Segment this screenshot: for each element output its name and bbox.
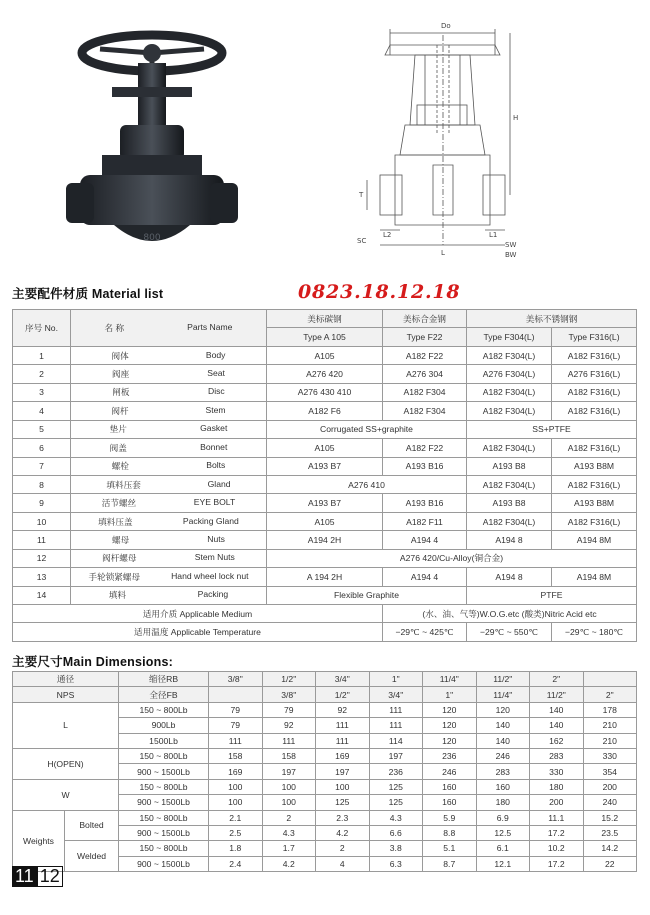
dimension-value: 125 bbox=[316, 795, 370, 810]
part-number: 2 bbox=[13, 365, 71, 383]
part-name-cn: 垫片 bbox=[109, 424, 127, 435]
part-name-cn: 活节螺丝 bbox=[101, 498, 137, 509]
weight-value: 1.8 bbox=[209, 841, 263, 856]
current-page-number: 11 bbox=[12, 866, 37, 887]
svg-text:SC: SC bbox=[357, 237, 367, 245]
material-alloy: A194 4 bbox=[383, 531, 467, 549]
dimension-value: 160 bbox=[423, 795, 477, 810]
weight-value: 8.7 bbox=[423, 856, 477, 871]
reduced-bore-size: 1" bbox=[369, 672, 423, 687]
material-carbon-alloy: Corrugated SS+graphite bbox=[267, 420, 467, 438]
weight-value: 6.9 bbox=[476, 810, 530, 825]
dimension-value: 178 bbox=[583, 702, 637, 717]
material-all: A276 420/Cu-Alloy(铜合金) bbox=[267, 549, 637, 567]
weight-value: 22 bbox=[583, 856, 637, 871]
material-alloy: A182 F22 bbox=[383, 439, 467, 457]
material-f304: A194 8 bbox=[467, 568, 552, 586]
part-number: 13 bbox=[13, 568, 71, 586]
material-list-title: 主要配件材质 Material list bbox=[12, 287, 164, 301]
reduced-bore-size: 3/4" bbox=[316, 672, 370, 687]
table-row bbox=[13, 810, 637, 825]
dimension-value: 111 bbox=[262, 733, 316, 748]
part-name bbox=[71, 531, 267, 549]
dimension-value: 100 bbox=[316, 779, 370, 794]
weight-value: 4.2 bbox=[262, 856, 316, 871]
material-f304: A194 8 bbox=[467, 531, 552, 549]
material-f316: A182 F316(L) bbox=[552, 346, 637, 364]
weight-value: 12.5 bbox=[476, 825, 530, 840]
material-f304: A182 F304(L) bbox=[467, 512, 552, 530]
medium-label: 适用介质 Applicable Medium bbox=[13, 605, 383, 623]
material-stainless: PTFE bbox=[467, 586, 637, 604]
table-row bbox=[13, 568, 637, 586]
svg-text:H: H bbox=[513, 114, 519, 122]
part-name bbox=[71, 568, 267, 586]
part-name bbox=[71, 512, 267, 530]
part-name-cn: 手轮锁紧螺母 bbox=[88, 571, 141, 582]
dimension-value: 197 bbox=[262, 764, 316, 779]
main-dimensions-title: 主要尺寸Main Dimensions: bbox=[12, 655, 173, 669]
dimension-value: 79 bbox=[209, 702, 263, 717]
material-f304: A182 F304(L) bbox=[467, 402, 552, 420]
part-number: 10 bbox=[13, 512, 71, 530]
temperature-carbon: −29℃ ~ 425℃ bbox=[383, 623, 467, 641]
dimension-value: 79 bbox=[209, 718, 263, 733]
material-f316: A182 F316(L) bbox=[552, 383, 637, 401]
dimension-value: 79 bbox=[262, 702, 316, 717]
material-f316: A194 8M bbox=[552, 531, 637, 549]
material-stainless: SS+PTFE bbox=[467, 420, 637, 438]
material-f316: A193 B8M bbox=[552, 494, 637, 512]
dimension-value: 140 bbox=[530, 718, 584, 733]
pressure-class: 150 ~ 800Lb bbox=[119, 702, 209, 717]
dimension-value: 111 bbox=[369, 718, 423, 733]
medium-value: (水、油、气等)W.O.G.etc (酸类)Nitric Acid etc bbox=[383, 605, 637, 623]
weights-label: Weights bbox=[13, 810, 65, 872]
material-alloy: A193 B16 bbox=[383, 494, 467, 512]
weight-value: 6.6 bbox=[369, 825, 423, 840]
dimension-value: 114 bbox=[369, 733, 423, 748]
material-rows bbox=[13, 346, 637, 604]
material-f304: A182 F304(L) bbox=[467, 439, 552, 457]
weight-value: 2.4 bbox=[209, 856, 263, 871]
material-f316: A182 F316(L) bbox=[552, 475, 637, 493]
material-carbon: A105 bbox=[267, 439, 383, 457]
reduced-bore-size: 11/4" bbox=[423, 672, 477, 687]
full-bore-size: 11/4" bbox=[476, 687, 530, 702]
dimension-value: 283 bbox=[476, 764, 530, 779]
material-f316: A276 F316(L) bbox=[552, 365, 637, 383]
weight-value: 2 bbox=[316, 841, 370, 856]
dimension-value: 160 bbox=[476, 779, 530, 794]
part-number: 1 bbox=[13, 346, 71, 364]
material-f316: A182 F316(L) bbox=[552, 512, 637, 530]
dimension-value: 240 bbox=[583, 795, 637, 810]
weight-value: 2 bbox=[262, 810, 316, 825]
dimension-label: L bbox=[13, 702, 119, 748]
weight-value: 1.7 bbox=[262, 841, 316, 856]
reduced-bore-size: 3/8" bbox=[209, 672, 263, 687]
table-row bbox=[13, 346, 637, 364]
pressure-class: 1500Lb bbox=[119, 733, 209, 748]
material-carbon: A105 bbox=[267, 512, 383, 530]
weight-value: 15.2 bbox=[583, 810, 637, 825]
weight-value: 14.2 bbox=[583, 841, 637, 856]
part-name-en: Bolts bbox=[206, 460, 226, 471]
part-name-cn: 填料压盖 bbox=[98, 516, 133, 527]
part-name-en: Disc bbox=[208, 386, 225, 397]
table-row bbox=[13, 531, 637, 549]
temperature-label: 适用温度 Applicable Temperature bbox=[13, 623, 383, 641]
col-name-header: 名 称 Parts Name bbox=[71, 310, 267, 347]
part-name-cn: 螺栓 bbox=[111, 461, 129, 472]
dimension-value: 125 bbox=[369, 795, 423, 810]
dimension-value: 246 bbox=[423, 764, 477, 779]
pressure-class: 150 ~ 800Lb bbox=[119, 748, 209, 763]
dimension-value: 236 bbox=[423, 748, 477, 763]
dimension-value: 125 bbox=[369, 779, 423, 794]
part-number: 6 bbox=[13, 439, 71, 457]
part-number: 12 bbox=[13, 549, 71, 567]
part-number: 11 bbox=[13, 531, 71, 549]
full-bore-size: 11/2" bbox=[530, 687, 584, 702]
dimension-value: 200 bbox=[583, 779, 637, 794]
material-f304: A182 F304(L) bbox=[467, 346, 552, 364]
material-f304: A193 B8 bbox=[467, 457, 552, 475]
dimension-value: 158 bbox=[262, 748, 316, 763]
pressure-class: 150 ~ 800Lb bbox=[119, 779, 209, 794]
material-carbon: A193 B7 bbox=[267, 457, 383, 475]
phone-number: 0823.18.12.18 bbox=[298, 281, 461, 303]
dimension-value: 197 bbox=[316, 764, 370, 779]
dimension-value: 92 bbox=[262, 718, 316, 733]
material-carbon: A193 B7 bbox=[267, 494, 383, 512]
material-alloy: A182 F11 bbox=[383, 512, 467, 530]
dimension-value: 180 bbox=[530, 779, 584, 794]
dimension-value: 330 bbox=[530, 764, 584, 779]
reduced-bore-size bbox=[583, 672, 637, 687]
group-stainless-header: 美标不锈钢钢 bbox=[467, 310, 637, 328]
size-header: 通径 bbox=[13, 672, 119, 687]
material-f304: A193 B8 bbox=[467, 494, 552, 512]
type-f304-header: Type F304(L) bbox=[467, 328, 552, 346]
svg-text:Do: Do bbox=[441, 22, 451, 30]
svg-text:L: L bbox=[441, 249, 445, 257]
table-row bbox=[13, 420, 637, 438]
pressure-class: 150 ~ 800Lb bbox=[119, 810, 209, 825]
part-name-cn: 闸板 bbox=[112, 387, 130, 398]
part-name bbox=[71, 494, 267, 512]
part-name bbox=[71, 383, 267, 401]
next-page-number: 12 bbox=[37, 866, 63, 887]
table-row bbox=[13, 457, 637, 475]
dimension-label: W bbox=[13, 779, 119, 810]
weight-value: 12.1 bbox=[476, 856, 530, 871]
dimension-value: 100 bbox=[209, 779, 263, 794]
full-bore-label: 全径FB bbox=[119, 687, 209, 702]
page-number bbox=[12, 866, 63, 887]
dimension-label: H(OPEN) bbox=[13, 748, 119, 779]
material-alloy: A182 F304 bbox=[383, 402, 467, 420]
part-name-cn: 阀座 bbox=[112, 369, 130, 380]
svg-text:BW: BW bbox=[505, 251, 517, 259]
material-alloy: A276 304 bbox=[383, 365, 467, 383]
part-name-en: Gasket bbox=[200, 423, 228, 434]
part-name-en: EYE BOLT bbox=[193, 497, 236, 508]
table-row bbox=[13, 702, 637, 717]
svg-text:800: 800 bbox=[143, 233, 161, 243]
pressure-class: 900Lb bbox=[119, 718, 209, 733]
part-name-en: Gland bbox=[207, 478, 231, 489]
material-carbon: A276 430 410 bbox=[267, 383, 383, 401]
part-name-en: Packing Gland bbox=[182, 515, 239, 526]
table-row bbox=[13, 512, 637, 530]
temperature-alloy: −29℃ ~ 550℃ bbox=[467, 623, 552, 641]
part-name-en: Nuts bbox=[207, 533, 225, 544]
dimension-value: 120 bbox=[423, 702, 477, 717]
material-f304: A276 F304(L) bbox=[467, 365, 552, 383]
weight-value: 2.1 bbox=[209, 810, 263, 825]
material-carbon: A182 F6 bbox=[267, 402, 383, 420]
material-carbon-alloy: A276 410 bbox=[267, 475, 467, 493]
dimension-value: 140 bbox=[476, 718, 530, 733]
table-row bbox=[13, 383, 637, 401]
material-f316: A182 F316(L) bbox=[552, 402, 637, 420]
connection-type-label: Bolted bbox=[65, 810, 119, 841]
table-row bbox=[13, 586, 637, 604]
main-dimensions-table bbox=[12, 671, 637, 872]
weight-value: 4 bbox=[316, 856, 370, 871]
reduced-bore-size: 1/2" bbox=[262, 672, 316, 687]
dimension-value: 169 bbox=[209, 764, 263, 779]
dimension-value: 160 bbox=[423, 779, 477, 794]
material-alloy: A182 F304 bbox=[383, 383, 467, 401]
dimension-value: 140 bbox=[530, 702, 584, 717]
svg-text:L1: L1 bbox=[489, 231, 498, 239]
dimension-value: 100 bbox=[209, 795, 263, 810]
part-name bbox=[71, 420, 267, 438]
weight-value: 2.3 bbox=[316, 810, 370, 825]
material-f304: A182 F304(L) bbox=[467, 475, 552, 493]
weight-value: 10.2 bbox=[530, 841, 584, 856]
part-name-cn: 阀杆螺母 bbox=[102, 553, 137, 564]
material-f316: A194 8M bbox=[552, 568, 637, 586]
col-no-header: 序号 No. bbox=[13, 310, 71, 347]
dimension-value: 162 bbox=[530, 733, 584, 748]
full-bore-size: 3/4" bbox=[369, 687, 423, 702]
part-number: 4 bbox=[13, 402, 71, 420]
dimension-value: 120 bbox=[423, 718, 477, 733]
part-number: 3 bbox=[13, 383, 71, 401]
dimension-value: 200 bbox=[530, 795, 584, 810]
part-name-cn: 填料压套 bbox=[106, 479, 141, 490]
weight-value: 8.8 bbox=[423, 825, 477, 840]
reduced-bore-size: 2" bbox=[530, 672, 584, 687]
weight-value: 4.3 bbox=[369, 810, 423, 825]
temperature-stainless: −29℃ ~ 180℃ bbox=[552, 623, 637, 641]
table-row bbox=[13, 494, 637, 512]
table-row bbox=[13, 439, 637, 457]
weight-value: 17.2 bbox=[530, 856, 584, 871]
dimension-value: 330 bbox=[583, 748, 637, 763]
pressure-class: 900 ~ 1500Lb bbox=[119, 856, 209, 871]
type-a105-header: Type A 105 bbox=[267, 328, 383, 346]
dimension-value: 180 bbox=[476, 795, 530, 810]
part-name-en: Hand wheel lock nut bbox=[171, 570, 249, 581]
part-name-cn: 阀杆 bbox=[111, 405, 129, 416]
material-carbon-alloy: Flexible Graphite bbox=[267, 586, 467, 604]
dimension-value: 111 bbox=[369, 702, 423, 717]
weight-value: 23.5 bbox=[583, 825, 637, 840]
svg-text:L2: L2 bbox=[383, 231, 392, 239]
table-row bbox=[13, 475, 637, 493]
table-row bbox=[13, 841, 637, 856]
group-alloy-header: 美标合金钢 bbox=[383, 310, 467, 328]
dimension-value: 197 bbox=[369, 748, 423, 763]
dimension-rows bbox=[13, 672, 637, 872]
part-number: 14 bbox=[13, 586, 71, 604]
type-f316-header: Type F316(L) bbox=[552, 328, 637, 346]
table-row bbox=[13, 672, 637, 687]
table-row bbox=[13, 549, 637, 567]
table-row bbox=[13, 748, 637, 763]
part-name-en: Bonnet bbox=[200, 441, 228, 452]
part-name-cn: 阀盖 bbox=[109, 442, 127, 453]
weight-value: 17.2 bbox=[530, 825, 584, 840]
material-list-table bbox=[12, 309, 637, 642]
part-name bbox=[71, 346, 267, 364]
weight-value: 5.9 bbox=[423, 810, 477, 825]
material-carbon: A105 bbox=[267, 346, 383, 364]
full-bore-size: 2" bbox=[583, 687, 637, 702]
dimension-value: 210 bbox=[583, 733, 637, 748]
full-bore-size bbox=[209, 687, 263, 702]
dimension-value: 111 bbox=[316, 718, 370, 733]
connection-type-label: Welded bbox=[65, 841, 119, 872]
dimension-value: 210 bbox=[583, 718, 637, 733]
material-carbon: A276 420 bbox=[267, 365, 383, 383]
valve-product-photo bbox=[62, 25, 242, 260]
material-f304: A182 F304(L) bbox=[467, 383, 552, 401]
material-f316: A182 F316(L) bbox=[552, 439, 637, 457]
dimension-value: 120 bbox=[423, 733, 477, 748]
part-name bbox=[71, 365, 267, 383]
svg-text:SW: SW bbox=[505, 241, 517, 249]
part-name-cn: 填料 bbox=[108, 590, 126, 601]
pressure-class: 900 ~ 1500Lb bbox=[119, 795, 209, 810]
weight-value: 2.5 bbox=[209, 825, 263, 840]
part-number: 5 bbox=[13, 420, 71, 438]
part-number: 7 bbox=[13, 457, 71, 475]
dimension-value: 158 bbox=[209, 748, 263, 763]
dimension-value: 100 bbox=[262, 779, 316, 794]
part-name-en: Packing bbox=[197, 589, 229, 600]
pressure-class: 900 ~ 1500Lb bbox=[119, 825, 209, 840]
reduced-bore-size: 11/2" bbox=[476, 672, 530, 687]
part-number: 8 bbox=[13, 475, 71, 493]
material-carbon: A194 2H bbox=[267, 531, 383, 549]
part-name-cn: 阀体 bbox=[111, 350, 129, 361]
part-name bbox=[71, 439, 267, 457]
reduced-bore-label: 缩径RB bbox=[119, 672, 209, 687]
table-row bbox=[13, 402, 637, 420]
table-row bbox=[13, 687, 637, 702]
part-name-en: Stem Nuts bbox=[194, 552, 235, 563]
part-number: 9 bbox=[13, 494, 71, 512]
part-name-en: Seat bbox=[207, 368, 225, 379]
nps-header: NPS bbox=[13, 687, 119, 702]
weight-value: 3.8 bbox=[369, 841, 423, 856]
dimension-value: 140 bbox=[476, 733, 530, 748]
part-name-en: Body bbox=[205, 349, 226, 360]
weight-value: 4.2 bbox=[316, 825, 370, 840]
weight-value: 5.1 bbox=[423, 841, 477, 856]
part-name-cn: 螺母 bbox=[112, 534, 130, 545]
svg-text:T: T bbox=[359, 191, 364, 199]
material-alloy: A194 4 bbox=[383, 568, 467, 586]
weight-value: 6.3 bbox=[369, 856, 423, 871]
part-name bbox=[71, 402, 267, 420]
material-carbon: A 194 2H bbox=[267, 568, 383, 586]
pressure-class: 150 ~ 800Lb bbox=[119, 841, 209, 856]
weight-value: 4.3 bbox=[262, 825, 316, 840]
material-alloy: A193 B16 bbox=[383, 457, 467, 475]
dimension-value: 236 bbox=[369, 764, 423, 779]
full-bore-size: 1" bbox=[423, 687, 477, 702]
dimension-value: 354 bbox=[583, 764, 637, 779]
dimension-value: 246 bbox=[476, 748, 530, 763]
full-bore-size: 1/2" bbox=[316, 687, 370, 702]
full-bore-size: 3/8" bbox=[262, 687, 316, 702]
pressure-class: 900 ~ 1500Lb bbox=[119, 764, 209, 779]
dimension-value: 120 bbox=[476, 702, 530, 717]
dimension-value: 92 bbox=[316, 702, 370, 717]
weight-value: 6.1 bbox=[476, 841, 530, 856]
group-carbon-header: 美标碳钢 bbox=[267, 310, 383, 328]
part-name bbox=[71, 549, 267, 567]
part-name bbox=[71, 475, 267, 493]
material-f316: A193 B8M bbox=[552, 457, 637, 475]
dimension-value: 283 bbox=[530, 748, 584, 763]
part-name bbox=[71, 457, 267, 475]
part-name bbox=[71, 586, 267, 604]
table-row bbox=[13, 779, 637, 794]
weight-value: 11.1 bbox=[530, 810, 584, 825]
table-row bbox=[13, 365, 637, 383]
type-f22-header: Type F22 bbox=[383, 328, 467, 346]
dimension-value: 169 bbox=[316, 748, 370, 763]
material-alloy: A182 F22 bbox=[383, 346, 467, 364]
valve-dimension-drawing bbox=[355, 15, 525, 260]
dimension-value: 111 bbox=[209, 733, 263, 748]
part-name-en: Stem bbox=[205, 404, 226, 415]
dimension-value: 111 bbox=[316, 733, 370, 748]
dimension-value: 100 bbox=[262, 795, 316, 810]
